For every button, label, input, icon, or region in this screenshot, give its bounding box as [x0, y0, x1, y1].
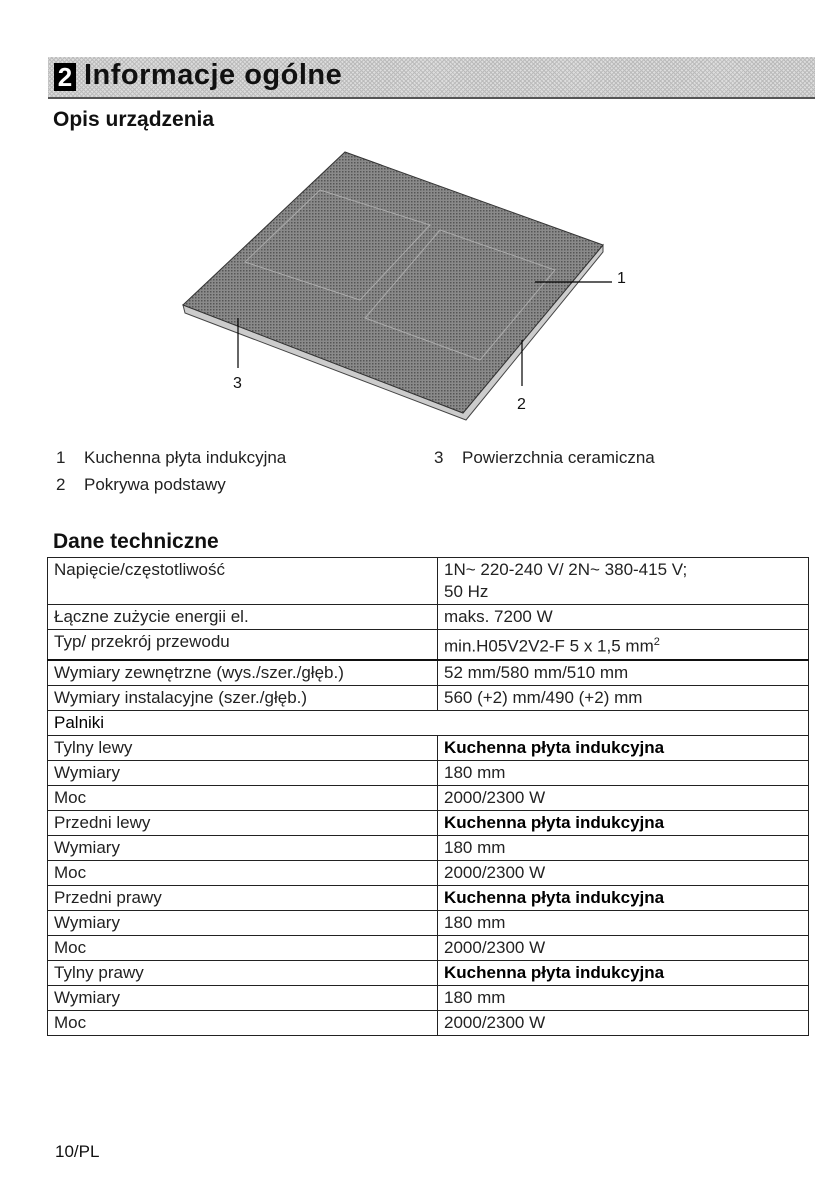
burner-label: Wymiary: [48, 835, 438, 860]
table-row: [48, 785, 809, 810]
burner-value: Kuchenna płyta indukcyjna: [438, 885, 809, 910]
burner-value: 180 mm: [438, 910, 809, 935]
table-row: [48, 605, 809, 630]
section-title-specs: Dane techniczne: [53, 530, 219, 553]
legend-number: 1: [56, 448, 66, 467]
specs-table: [47, 557, 809, 1036]
burner-value: 2000/2300 W: [438, 860, 809, 885]
spec-value-text-line2: 50 Hz: [444, 582, 489, 601]
table-row: [48, 960, 809, 985]
spec-label: Typ/ przekrój przewodu: [48, 630, 438, 660]
legend-item: [434, 448, 655, 468]
burner-label: Tylny lewy: [48, 735, 438, 760]
burner-label: Tylny prawy: [48, 960, 438, 985]
table-row: [48, 985, 809, 1010]
burner-value: Kuchenna płyta indukcyjna: [438, 810, 809, 835]
burner-value: 2000/2300 W: [438, 785, 809, 810]
page-number: 10/PL: [55, 1142, 100, 1161]
spec-value: [438, 558, 809, 605]
table-row: [48, 660, 809, 686]
burner-label: Moc: [48, 1010, 438, 1035]
table-row: [48, 885, 809, 910]
legend-label: Kuchenna płyta indukcyjna: [84, 448, 287, 467]
burner-label: Wymiary: [48, 910, 438, 935]
legend-number: 3: [434, 448, 444, 467]
spec-label: Łączne zużycie energii el.: [48, 605, 438, 630]
spec-value-text: 560 (+2) mm/490 (+2) mm: [444, 687, 643, 707]
chapter-number: 2: [54, 63, 76, 91]
legend-item: [56, 475, 226, 495]
burner-label: Wymiary: [48, 985, 438, 1010]
table-row: [48, 1010, 809, 1035]
spec-value-text: 1N~ 220-240 V/ 2N~ 380-415 V;: [444, 560, 688, 579]
spec-label: Wymiary instalacyjne (szer./głęb.): [48, 685, 438, 710]
burner-value: Kuchenna płyta indukcyjna: [438, 960, 809, 985]
chapter-title: Informacje ogólne: [84, 59, 343, 91]
table-row: [48, 630, 809, 660]
burner-label: Moc: [48, 785, 438, 810]
callout-1: 1: [617, 270, 626, 287]
legend-label: Pokrywa podstawy: [84, 475, 226, 494]
table-row: [48, 910, 809, 935]
table-row: [48, 735, 809, 760]
burner-label: Moc: [48, 860, 438, 885]
table-row: [48, 860, 809, 885]
callout-2: 2: [517, 396, 526, 413]
spec-value: [438, 685, 809, 710]
burner-value: 2000/2300 W: [438, 1010, 809, 1035]
burner-value: 180 mm: [438, 835, 809, 860]
table-row: [48, 935, 809, 960]
spec-value-text: maks. 7200 W: [444, 607, 553, 626]
legend-number: 2: [56, 475, 66, 494]
spec-value-text: min.H05V2V2-F 5 x 1,5 mm: [444, 636, 654, 656]
table-row: [48, 835, 809, 860]
table-row: [48, 685, 809, 710]
burner-value: 180 mm: [438, 985, 809, 1010]
spec-value: [438, 630, 809, 660]
spec-value: [438, 660, 809, 686]
legend-item: [56, 448, 286, 468]
burner-value: 2000/2300 W: [438, 935, 809, 960]
cooktop-illustration: [0, 0, 837, 440]
burner-label: Wymiary: [48, 760, 438, 785]
legend-label: Powierzchnia ceramiczna: [462, 448, 655, 467]
spec-value-text: 52 mm/580 mm/510 mm: [444, 662, 629, 682]
spec-label: Napięcie/częstotliwość: [48, 558, 438, 605]
burner-label: Moc: [48, 935, 438, 960]
table-row: [48, 760, 809, 785]
table-section-row: [48, 710, 809, 735]
burner-value: 180 mm: [438, 760, 809, 785]
section-title-description: Opis urządzenia: [53, 108, 215, 131]
burner-label: Przedni prawy: [48, 885, 438, 910]
superscript: 2: [653, 636, 660, 648]
burner-label: Przedni lewy: [48, 810, 438, 835]
spec-value: [438, 605, 809, 630]
callout-3: 3: [233, 375, 242, 392]
spec-label: Wymiary zewnętrzne (wys./szer./głęb.): [48, 660, 438, 686]
section-label-burners: Palniki: [48, 710, 809, 735]
table-row: [48, 810, 809, 835]
table-row: [48, 558, 809, 605]
burner-value: Kuchenna płyta indukcyjna: [438, 735, 809, 760]
